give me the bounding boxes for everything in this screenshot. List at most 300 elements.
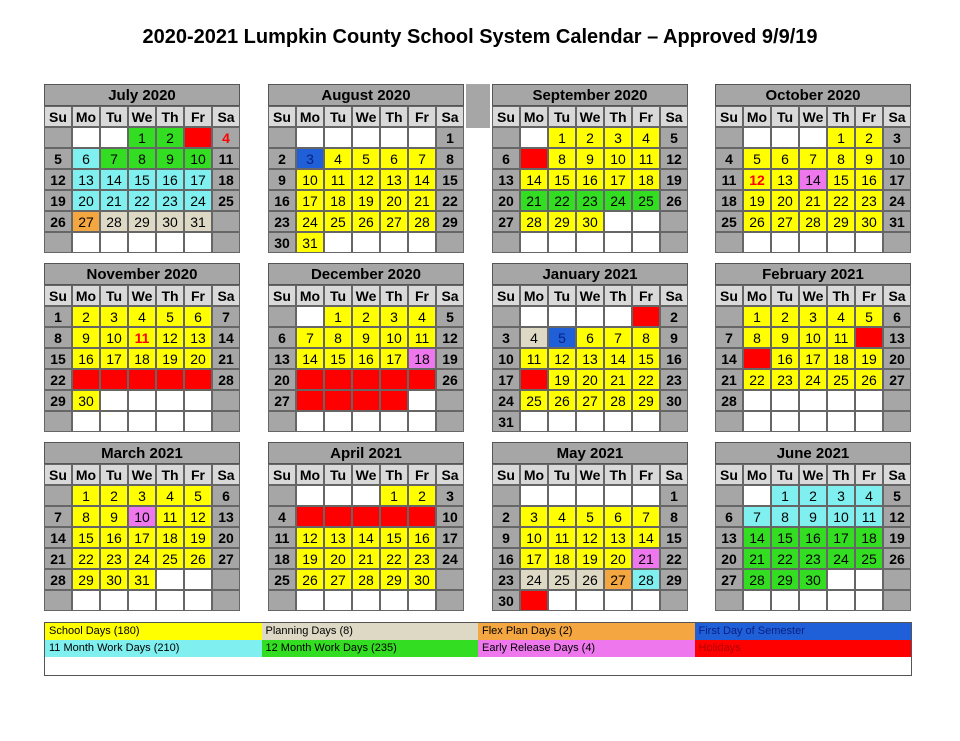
weekday-header: We: [128, 464, 156, 485]
weekday-header: Su: [492, 464, 520, 485]
empty-cell: [855, 590, 883, 611]
weekday-header: Fr: [855, 106, 883, 127]
day-cell: 11: [520, 348, 548, 369]
day-cell: 9: [660, 327, 688, 348]
empty-cell: [604, 232, 632, 253]
empty-cell: [268, 485, 296, 506]
day-cell: 27: [576, 390, 604, 411]
day-cell: 6: [268, 327, 296, 348]
weekday-header: Fr: [184, 106, 212, 127]
weekday-header: Fr: [632, 106, 660, 127]
day-cell: 7: [632, 506, 660, 527]
weekday-header: We: [576, 464, 604, 485]
day-cell: 2: [72, 306, 100, 327]
day-cell: 6: [715, 506, 743, 527]
day-cell: 25: [715, 211, 743, 232]
day-cell: 4: [827, 306, 855, 327]
day-cell: 16: [72, 348, 100, 369]
day-cell: 18: [715, 190, 743, 211]
day-cell: 25: [128, 369, 156, 390]
day-cell: 29: [548, 211, 576, 232]
day-cell: 26: [296, 569, 324, 590]
day-cell: 24: [296, 211, 324, 232]
day-cell: 8: [436, 148, 464, 169]
empty-cell: [380, 232, 408, 253]
empty-cell: [352, 485, 380, 506]
day-cell: 18: [128, 348, 156, 369]
day-cell: 4: [520, 327, 548, 348]
day-cell: 25: [324, 211, 352, 232]
empty-cell: [771, 232, 799, 253]
day-cell: 15: [72, 527, 100, 548]
empty-cell: [743, 590, 771, 611]
day-cell: 12: [296, 527, 324, 548]
weekday-header: Sa: [883, 285, 911, 306]
day-cell: 19: [184, 527, 212, 548]
empty-cell: [715, 590, 743, 611]
empty-cell: [184, 590, 212, 611]
day-cell: 7: [408, 148, 436, 169]
day-cell: 11: [855, 506, 883, 527]
day-cell: 6: [324, 506, 352, 527]
day-cell: 27: [715, 569, 743, 590]
weekday-header: Fr: [408, 464, 436, 485]
day-cell: 17: [520, 548, 548, 569]
empty-cell: [827, 411, 855, 432]
legend-item: 12 Month Work Days (235): [262, 640, 479, 657]
empty-cell: [128, 590, 156, 611]
day-cell: 22: [632, 369, 660, 390]
day-cell: 4: [548, 506, 576, 527]
empty-cell: [715, 306, 743, 327]
weekday-header: Su: [44, 464, 72, 485]
day-cell: 23: [799, 548, 827, 569]
day-cell: 24: [827, 548, 855, 569]
month-10: [492, 442, 688, 611]
day-cell: 5: [296, 506, 324, 527]
day-cell: 12: [352, 169, 380, 190]
day-cell: 6: [771, 148, 799, 169]
day-cell: 14: [408, 169, 436, 190]
day-cell: 28: [408, 211, 436, 232]
day-cell: 16: [268, 190, 296, 211]
day-cell: 13: [380, 169, 408, 190]
day-cell: 22: [72, 548, 100, 569]
day-cell: 20: [324, 548, 352, 569]
day-cell: 29: [436, 211, 464, 232]
day-cell: 28: [604, 390, 632, 411]
empty-cell: [128, 390, 156, 411]
day-cell: 25: [548, 569, 576, 590]
weekday-header: Tu: [324, 285, 352, 306]
weekday-header: Th: [827, 285, 855, 306]
day-cell: 7: [212, 306, 240, 327]
day-cell: 26: [883, 548, 911, 569]
weekday-header: Tu: [324, 464, 352, 485]
day-cell: 24: [184, 190, 212, 211]
empty-cell: [296, 306, 324, 327]
empty-cell: [212, 232, 240, 253]
day-cell: 3: [128, 485, 156, 506]
day-cell: 13: [771, 169, 799, 190]
weekday-header: Sa: [212, 285, 240, 306]
day-cell: 24: [604, 190, 632, 211]
month-4: [44, 263, 240, 432]
month-11: [715, 442, 911, 611]
weekday-header: Tu: [100, 285, 128, 306]
day-cell: 17: [100, 348, 128, 369]
day-cell: 16: [408, 527, 436, 548]
weekday-header: Th: [604, 106, 632, 127]
empty-cell: [268, 411, 296, 432]
day-cell: 20: [72, 190, 100, 211]
day-cell: 17: [492, 369, 520, 390]
day-cell: 23: [855, 190, 883, 211]
month-title: May 2021: [492, 442, 688, 464]
day-cell: 15: [436, 169, 464, 190]
day-cell: 21: [212, 348, 240, 369]
day-cell: 13: [72, 169, 100, 190]
day-cell: 17: [380, 348, 408, 369]
day-cell: 31: [296, 232, 324, 253]
weekday-header: Sa: [660, 464, 688, 485]
month-title: February 2021: [715, 263, 911, 285]
weekday-header: Tu: [548, 464, 576, 485]
day-cell: 2: [156, 127, 184, 148]
day-cell: 20: [883, 348, 911, 369]
day-cell: 24: [883, 190, 911, 211]
day-cell: 21: [743, 548, 771, 569]
empty-cell: [324, 411, 352, 432]
day-cell: 11: [408, 327, 436, 348]
legend-item: Holidays: [695, 640, 912, 657]
day-cell: 15: [771, 527, 799, 548]
day-cell: 29: [827, 211, 855, 232]
day-cell: 21: [632, 548, 660, 569]
day-cell: 5: [548, 327, 576, 348]
weekday-header: Sa: [212, 464, 240, 485]
empty-cell: [855, 569, 883, 590]
day-cell: 9: [408, 506, 436, 527]
day-cell: 27: [604, 569, 632, 590]
day-cell: 13: [212, 506, 240, 527]
weekday-header: Tu: [771, 464, 799, 485]
empty-cell: [268, 127, 296, 148]
empty-cell: [408, 127, 436, 148]
empty-cell: [324, 590, 352, 611]
day-cell: 31: [184, 211, 212, 232]
day-cell: 1: [632, 306, 660, 327]
day-cell: 2: [352, 306, 380, 327]
day-cell: 7: [44, 506, 72, 527]
day-cell: 23: [352, 369, 380, 390]
day-cell: 13: [604, 527, 632, 548]
empty-cell: [548, 306, 576, 327]
empty-cell: [156, 390, 184, 411]
legend-item: School Days (180): [45, 623, 262, 640]
empty-cell: [799, 411, 827, 432]
day-cell: 30: [408, 569, 436, 590]
day-cell: 14: [212, 327, 240, 348]
day-cell: 10: [128, 506, 156, 527]
weekday-header: Tu: [100, 464, 128, 485]
day-cell: 7: [715, 327, 743, 348]
day-cell: 24: [799, 369, 827, 390]
day-cell: 24: [128, 548, 156, 569]
weekday-header: Sa: [883, 106, 911, 127]
day-cell: 17: [436, 527, 464, 548]
day-cell: 28: [352, 569, 380, 590]
day-cell: 17: [296, 190, 324, 211]
empty-cell: [520, 485, 548, 506]
empty-cell: [212, 569, 240, 590]
day-cell: 14: [296, 348, 324, 369]
day-cell: 29: [380, 569, 408, 590]
day-cell: 27: [380, 211, 408, 232]
day-cell: 21: [44, 548, 72, 569]
day-cell: 2: [408, 485, 436, 506]
day-cell: 8: [44, 327, 72, 348]
day-cell: 9: [352, 327, 380, 348]
weekday-header: Mo: [72, 285, 100, 306]
day-cell: 30: [492, 590, 520, 611]
empty-cell: [156, 590, 184, 611]
empty-cell: [492, 485, 520, 506]
day-cell: 1: [743, 306, 771, 327]
legend: [44, 622, 912, 676]
empty-cell: [436, 390, 464, 411]
day-cell: 20: [380, 190, 408, 211]
empty-cell: [436, 232, 464, 253]
day-cell: 20: [268, 369, 296, 390]
empty-cell: [436, 590, 464, 611]
day-cell: 8: [827, 148, 855, 169]
day-cell: 28: [44, 569, 72, 590]
day-cell: 14: [520, 169, 548, 190]
empty-cell: [604, 411, 632, 432]
day-cell: 5: [883, 485, 911, 506]
weekday-header: Su: [715, 106, 743, 127]
day-cell: 14: [715, 348, 743, 369]
day-cell: 10: [184, 148, 212, 169]
empty-cell: [632, 211, 660, 232]
day-cell: 29: [771, 569, 799, 590]
day-cell: 4: [632, 127, 660, 148]
day-cell: 25: [827, 369, 855, 390]
day-cell: 12: [855, 327, 883, 348]
day-cell: 9: [268, 169, 296, 190]
day-cell: 14: [352, 527, 380, 548]
day-cell: 16: [660, 348, 688, 369]
weekday-header: Tu: [548, 285, 576, 306]
day-cell: 2: [799, 485, 827, 506]
day-cell: 28: [212, 369, 240, 390]
empty-cell: [156, 411, 184, 432]
day-cell: 18: [855, 527, 883, 548]
day-cell: 22: [128, 190, 156, 211]
empty-cell: [855, 390, 883, 411]
day-cell: 6: [72, 148, 100, 169]
empty-cell: [548, 485, 576, 506]
day-cell: 6: [576, 327, 604, 348]
empty-cell: [296, 411, 324, 432]
day-cell: 15: [380, 527, 408, 548]
empty-cell: [576, 232, 604, 253]
weekday-header: We: [799, 106, 827, 127]
day-cell: 23: [268, 211, 296, 232]
empty-cell: [855, 232, 883, 253]
legend-blank-row: [45, 657, 911, 675]
weekday-header: Su: [268, 106, 296, 127]
day-cell: 18: [212, 169, 240, 190]
empty-cell: [520, 306, 548, 327]
day-cell: 30: [156, 211, 184, 232]
empty-cell: [632, 485, 660, 506]
weekday-header: Fr: [184, 464, 212, 485]
weekday-header: Th: [156, 464, 184, 485]
empty-cell: [715, 232, 743, 253]
day-cell: 29: [128, 211, 156, 232]
empty-cell: [296, 127, 324, 148]
day-cell: 11: [548, 527, 576, 548]
empty-cell: [352, 411, 380, 432]
day-cell: 8: [771, 506, 799, 527]
day-cell: 9: [72, 327, 100, 348]
weekday-header: Tu: [324, 106, 352, 127]
day-cell: 6: [380, 148, 408, 169]
day-cell: 7: [799, 148, 827, 169]
day-cell: 1: [827, 127, 855, 148]
day-cell: 8: [632, 327, 660, 348]
day-cell: 29: [44, 390, 72, 411]
day-cell: 13: [184, 327, 212, 348]
day-cell: 4: [408, 306, 436, 327]
day-cell: 19: [576, 548, 604, 569]
weekday-header: Th: [380, 285, 408, 306]
day-cell: 12: [436, 327, 464, 348]
empty-cell: [44, 590, 72, 611]
empty-cell: [100, 127, 128, 148]
day-cell: 1: [771, 485, 799, 506]
empty-cell: [883, 390, 911, 411]
day-cell: 25: [268, 569, 296, 590]
day-cell: 9: [492, 527, 520, 548]
weekday-header: Su: [44, 106, 72, 127]
month-8: [44, 442, 240, 611]
day-cell: 2: [576, 127, 604, 148]
empty-cell: [212, 390, 240, 411]
day-cell: 11: [212, 148, 240, 169]
empty-cell: [408, 390, 436, 411]
empty-cell: [184, 569, 212, 590]
empty-cell: [72, 590, 100, 611]
empty-cell: [156, 232, 184, 253]
empty-cell: [715, 485, 743, 506]
empty-cell: [436, 569, 464, 590]
weekday-header: Mo: [296, 464, 324, 485]
day-cell: 25: [212, 190, 240, 211]
empty-cell: [436, 411, 464, 432]
empty-cell: [156, 569, 184, 590]
empty-cell: [44, 232, 72, 253]
weekday-header: Fr: [855, 464, 883, 485]
day-cell: 7: [743, 506, 771, 527]
weekday-header: Sa: [212, 106, 240, 127]
day-cell: 22: [660, 548, 688, 569]
weekday-header: Tu: [771, 285, 799, 306]
day-cell: 12: [548, 348, 576, 369]
weekday-header: Su: [715, 285, 743, 306]
weekday-header: Sa: [436, 285, 464, 306]
month-title: April 2021: [268, 442, 464, 464]
empty-cell: [408, 411, 436, 432]
day-cell: 10: [100, 327, 128, 348]
day-cell: 30: [268, 232, 296, 253]
day-cell: 18: [520, 369, 548, 390]
empty-cell: [324, 485, 352, 506]
day-cell: 16: [100, 527, 128, 548]
day-cell: 28: [296, 390, 324, 411]
day-cell: 5: [743, 148, 771, 169]
day-cell: 22: [44, 369, 72, 390]
day-cell: 20: [212, 527, 240, 548]
empty-cell: [352, 590, 380, 611]
day-cell: 1: [436, 127, 464, 148]
day-cell: 19: [44, 190, 72, 211]
day-cell: 1: [44, 306, 72, 327]
day-cell: 3: [380, 306, 408, 327]
day-cell: 17: [827, 527, 855, 548]
weekday-header: Th: [604, 464, 632, 485]
day-cell: 21: [799, 190, 827, 211]
day-cell: 5: [855, 306, 883, 327]
day-cell: 3: [184, 127, 212, 148]
empty-cell: [44, 127, 72, 148]
weekday-header: Mo: [520, 464, 548, 485]
day-cell: 18: [324, 190, 352, 211]
weekday-header: Su: [268, 285, 296, 306]
weekday-header: Fr: [632, 285, 660, 306]
month-title: June 2021: [715, 442, 911, 464]
day-cell: 30: [855, 211, 883, 232]
empty-cell: [576, 590, 604, 611]
day-cell: 2: [771, 306, 799, 327]
day-cell: 28: [632, 569, 660, 590]
legend-item: Early Release Days (4): [478, 640, 695, 657]
day-cell: 15: [44, 348, 72, 369]
weekday-header: Th: [604, 285, 632, 306]
day-cell: 12: [660, 148, 688, 169]
day-cell: 3: [520, 506, 548, 527]
day-cell: 3: [799, 306, 827, 327]
weekday-header: We: [128, 285, 156, 306]
day-cell: 15: [548, 169, 576, 190]
day-cell: 30: [660, 390, 688, 411]
weekday-header: Sa: [436, 464, 464, 485]
empty-cell: [100, 232, 128, 253]
day-cell: 20: [184, 348, 212, 369]
day-cell: 18: [632, 169, 660, 190]
day-cell: 6: [604, 506, 632, 527]
day-cell: 23: [771, 369, 799, 390]
day-cell: 31: [883, 211, 911, 232]
weekday-header: Th: [156, 106, 184, 127]
empty-cell: [408, 590, 436, 611]
day-cell: 11: [715, 169, 743, 190]
weekday-header: We: [352, 464, 380, 485]
day-cell: 21: [100, 190, 128, 211]
day-cell: 28: [799, 211, 827, 232]
